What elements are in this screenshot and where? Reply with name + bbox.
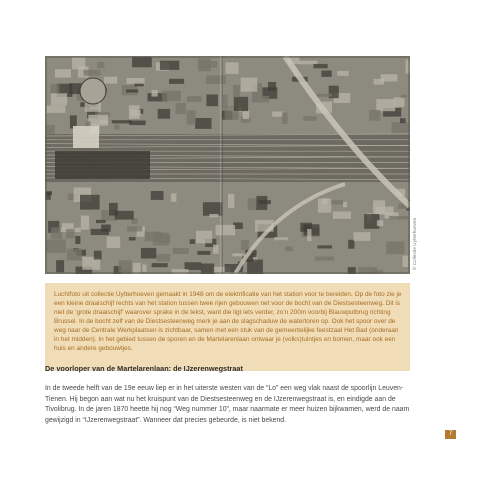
city-block	[307, 229, 311, 241]
city-block	[299, 61, 317, 65]
city-block	[152, 263, 168, 267]
city-block	[107, 237, 121, 249]
city-block	[157, 254, 171, 262]
city-block	[381, 74, 398, 81]
city-block	[233, 85, 240, 98]
city-block	[216, 225, 236, 235]
city-block	[274, 237, 288, 240]
city-block	[96, 220, 106, 223]
city-block	[127, 226, 142, 231]
city-block	[185, 262, 202, 270]
city-block	[176, 103, 186, 114]
city-block	[94, 251, 102, 260]
city-block	[55, 69, 71, 78]
aerial-photo	[45, 56, 410, 274]
photo-caption	[45, 283, 410, 371]
city-block	[401, 95, 407, 98]
city-block	[389, 216, 408, 219]
city-block	[241, 240, 249, 250]
city-block	[132, 57, 152, 68]
city-block	[80, 195, 100, 210]
city-block	[376, 207, 394, 215]
city-block	[112, 120, 132, 123]
city-block	[248, 198, 258, 210]
city-block	[285, 247, 293, 252]
city-block	[243, 110, 249, 119]
city-block	[377, 220, 383, 226]
city-block	[81, 216, 89, 230]
city-block	[343, 202, 347, 207]
city-block	[72, 57, 85, 69]
city-block	[104, 77, 117, 84]
city-block	[152, 90, 158, 97]
body-paragraph: In de tweede helft van de 19e eeuw liep er in het uiterste westen van de “Lo” een weg vlak naast de spoorlijn Leuven-Tienen. Hij begon aan wat nu het kruispunt van de Diestsesteenweg en de IJzerenwegstraat is, en eindigde aan de Tivolibrug. In de jaren 1870 heette hij nog “Weg nummer 10”, maar naarmate er meer huizen bijkwamen, werd de naam gewijzigd in “IJzerenwegstraat”. Wanneer dat precies gebeurde, is niet bekend.	[45, 385, 410, 424]
city-block	[403, 256, 409, 268]
city-block	[114, 124, 119, 129]
city-block	[151, 191, 164, 200]
station-square	[73, 126, 99, 148]
city-block	[303, 116, 316, 121]
round-plaza	[80, 78, 106, 104]
city-block	[62, 223, 74, 229]
city-block	[142, 265, 146, 272]
body-text	[45, 384, 415, 426]
city-block	[348, 240, 354, 249]
city-block	[115, 211, 134, 220]
city-block	[195, 118, 212, 129]
photo-credit: © Collectie Uytterhoeven	[412, 217, 417, 270]
city-block	[91, 229, 109, 235]
city-block	[394, 97, 405, 107]
city-block	[160, 61, 179, 70]
city-block	[129, 105, 140, 119]
city-block	[333, 212, 351, 219]
city-block	[46, 240, 66, 253]
city-block	[126, 89, 138, 92]
city-block	[241, 78, 258, 92]
city-block	[392, 122, 410, 133]
city-block	[118, 260, 131, 272]
city-block	[190, 239, 196, 244]
city-block	[272, 112, 283, 117]
city-block	[400, 118, 406, 123]
city-block	[234, 97, 248, 111]
city-block	[46, 106, 65, 113]
city-block	[337, 71, 348, 76]
city-block	[67, 249, 82, 261]
city-block	[315, 257, 334, 261]
city-block	[318, 199, 331, 213]
city-block	[187, 110, 196, 124]
caption-text: Luchtfoto uit collectie Uytterhoeven gemaakt in 1948 om de elektrificatie van het station voor te bereiden. Op de foto zie je een kleine draaischijf rechts van het station tussen twee rijen gebouwen net voor de bocht van de Diestsesteenweg. Dit is niet de ‘grote draaischijf’ waarover sprake in de tekst, want die ligt iets verder, zo’n 200m voorbij Blauwputbrug richting Brussel. In de bocht zelf van de Diestsesteenweg merk je aan de slagschaduw de watertoren op. Ook het spoor over de weg naar de Centrale Werkplaatsen is zichtbaar, samen met een stuk van de gemeentelijke feestzaal Het Bad (onderaan in het midden). In het gebied tussen de sporen en de Martelarenlaan ontwaar je (volks)tuintjes en bomen, maar ook een huis en andere gebouwtjes.	[54, 291, 402, 353]
city-block	[386, 241, 404, 254]
city-block	[314, 64, 328, 68]
city-block	[226, 62, 239, 74]
city-block	[56, 260, 64, 272]
city-block	[196, 231, 212, 244]
city-block	[129, 237, 136, 240]
city-block	[187, 96, 202, 102]
city-block	[158, 109, 170, 119]
city-block	[75, 236, 80, 244]
aerial-photo-image	[45, 56, 410, 274]
city-block	[252, 96, 269, 103]
city-block	[173, 248, 189, 254]
city-block	[369, 110, 380, 121]
city-block	[169, 79, 184, 84]
city-block	[268, 82, 276, 91]
city-block	[247, 260, 263, 275]
city-block	[321, 71, 331, 77]
city-block	[141, 248, 156, 259]
city-block	[256, 196, 267, 210]
city-block	[213, 245, 219, 254]
city-block	[162, 91, 181, 101]
city-block	[171, 193, 177, 201]
city-block	[51, 227, 62, 238]
station-building	[55, 151, 150, 179]
city-block	[206, 95, 218, 107]
city-block	[88, 115, 108, 126]
section-heading: De voorloper van de Martelarenlaan: de IJzerenwegstraat	[45, 364, 243, 373]
city-block	[127, 78, 145, 84]
city-block	[200, 61, 217, 68]
city-block	[354, 232, 371, 241]
city-block	[317, 94, 332, 97]
page-number: 7	[445, 430, 456, 439]
city-block	[282, 113, 288, 124]
page-fold	[220, 56, 223, 274]
city-block	[50, 84, 59, 93]
city-block	[376, 99, 395, 111]
city-block	[46, 191, 52, 195]
city-block	[97, 62, 104, 68]
city-block	[51, 93, 67, 105]
city-block	[318, 245, 333, 248]
city-block	[209, 214, 218, 217]
city-block	[228, 194, 234, 208]
city-block	[197, 251, 210, 255]
city-block	[145, 232, 162, 242]
city-block	[84, 70, 101, 76]
